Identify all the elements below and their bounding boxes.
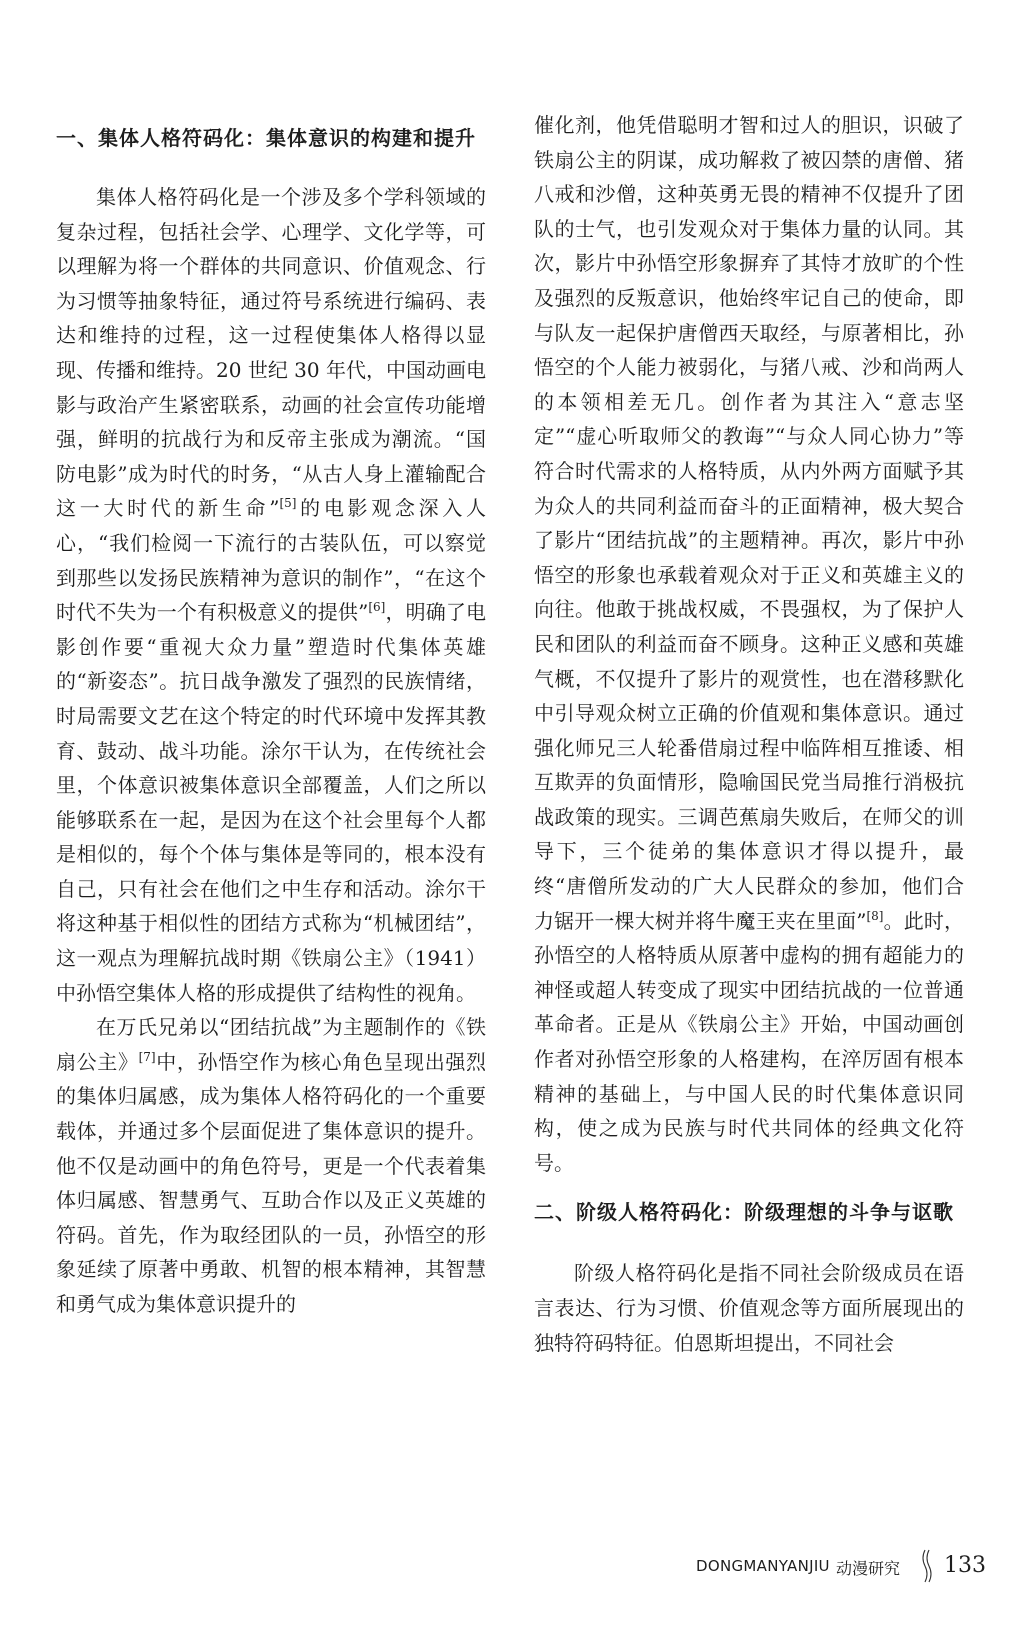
journal-name-pinyin: DONGMANYANJIU xyxy=(696,1557,830,1575)
paragraph: 阶级人格符码化是指不同社会阶级成员在语言表达、行为习惯、价值观念等方面所展现出的独特符码特征。伯恩斯坦提出，不同社会 xyxy=(534,1261,964,1355)
paragraph xyxy=(56,1010,486,1321)
journal-name-chinese: 动漫研究 xyxy=(836,1559,901,1578)
text-run: 集体人格符码化是一个涉及多个学科领域的复杂过程，包括社会学、心理学、文化学等，可以理解为将一个群体的共同意识、价值观念、行为习惯等抽象特征，通过符号系统进行编码、表达和维持的过程，这一过程使集体人格得以显现、传播和维持。20 世纪 30 年代，中国动画电影与政治产生紧密联系，动画的社会宣传功能增强，鲜明的抗战行为和反帝主张成为潮流。“国防电影”成为时代的时务，“从古人身上灌输配合这一大时代的新生命” xyxy=(56,185,486,521)
section-heading-2: 二、阶级人格符码化：阶级理想的斗争与讴歌 xyxy=(534,1200,954,1225)
text-run: 。此时，孙悟空的人格特质从原著中虚构的拥有超能力的神怪或超人转变成了现实中团结抗战的一位普通革命者。正是从《铁扇公主》开始，中国动画创作者对孙悟空形象的人格建构，在淬厉固有根本精神的基础上，与中国人民的时代集体意识同构，使之成为民族与时代共同体的经典文化符号。 xyxy=(534,908,964,1175)
citation-ref: [5] xyxy=(279,496,297,511)
citation-ref: [8] xyxy=(866,908,884,923)
citation-ref: [7] xyxy=(138,1049,156,1064)
citation-ref: [6] xyxy=(368,600,386,615)
text-run: 中，孙悟空作为核心角色呈现出强烈的集体归属感，成为集体人格符码化的一个重要载体，并通过多个层面促进了集体意识的提升。他不仅是动画中的角色符号，更是一个代表着集体归属感、智慧勇气、互助合作以及正义英雄的符码。首先，作为取经团队的一员，孙悟空的形象延续了原著中勇敢、机智的根本精神，其智慧和勇气成为集体意识提升的 xyxy=(56,1049,487,1316)
footer-divider-icon xyxy=(920,1549,934,1583)
paragraph xyxy=(534,108,964,1180)
page-number: 133 xyxy=(944,1553,986,1578)
text-run: 在万氏兄弟以“团结抗战”为主题制作的《铁扇公主》 xyxy=(56,1015,486,1074)
text-run: ，明确了电影创作要“重视大众力量”塑造时代集体英雄的“新姿态”。抗日战争激发了强烈的民族情绪，时局需要文艺在这个特定的时代环境中发挥其教育、鼓动、战斗功能。涂尔干认为，在传统社会里，个体意识被集体意识全部覆盖，人们之所以能够联系在一起，是因为在这个社会里每个人都是相似的，每个个体与集体是等同的，根本没有自己，只有社会在他们之中生存和活动。涂尔干将这种基于相似性的团结方式称为“机械团结”，这一观点为理解抗战时期《铁扇公主》（1941）中孙悟空集体人格的形成提供了结构性的视角。 xyxy=(56,600,487,1005)
left-column xyxy=(56,108,486,1322)
section-heading-1: 一、集体人格符码化：集体意识的构建和提升 xyxy=(56,126,476,150)
page-footer xyxy=(696,1547,996,1587)
right-column xyxy=(534,108,964,1360)
text-run: 的电影观念深入人心，“我们检阅一下流行的古装队伍，可以察觉到那些以发扬民族精神为意识的制作”，“在这个时代不失为一个有积极意义的提供” xyxy=(56,496,487,625)
text-run: 催化剂，他凭借聪明才智和过人的胆识，识破了铁扇公主的阴谋，成功解救了被囚禁的唐僧、猪八戒和沙僧，这种英勇无畏的精神不仅提升了团队的士气，也引发观众对于集体力量的认同。其次，影片中孙悟空形象摒弃了其恃才放旷的个性及强烈的反叛意识，他始终牢记自己的使命，即与队友一起保护唐僧西天取经，与原著相比，孙悟空的个人能力被弱化，与猪八戒、沙和尚两人的本领相差无几。创作者为其注入“意志坚定”“虚心听取师父的教诲”“与众人同心协力”等符合时代需求的人格特质，从内外两方面赋予其为众人的共同利益而奋斗的正面精神，极大契合了影片“团结抗战”的主题精神。再次，影片中孙悟空的形象也承载着观众对于正义和英雄主义的向往。他敢于挑战权威，不畏强权，为了保护人民和团队的利益而奋不顾身。这种正义感和英雄气概，不仅提升了影片的观赏性，也在潜移默化中引导观众树立正确的价值观和集体意识。通过强化师兄三人轮番借扇过程中临阵相互推诿、相互欺弄的负面情形，隐喻国民党当局推行消极抗战政策的现实。三调芭蕉扇失败后，在师父的训导下，三个徒弟的集体意识才得以提升，最终“唐僧所发动的广大人民群众的参加，他们合力锯开一棵大树并将牛魔王夹在里面” xyxy=(534,113,964,933)
paragraph xyxy=(56,180,486,1010)
